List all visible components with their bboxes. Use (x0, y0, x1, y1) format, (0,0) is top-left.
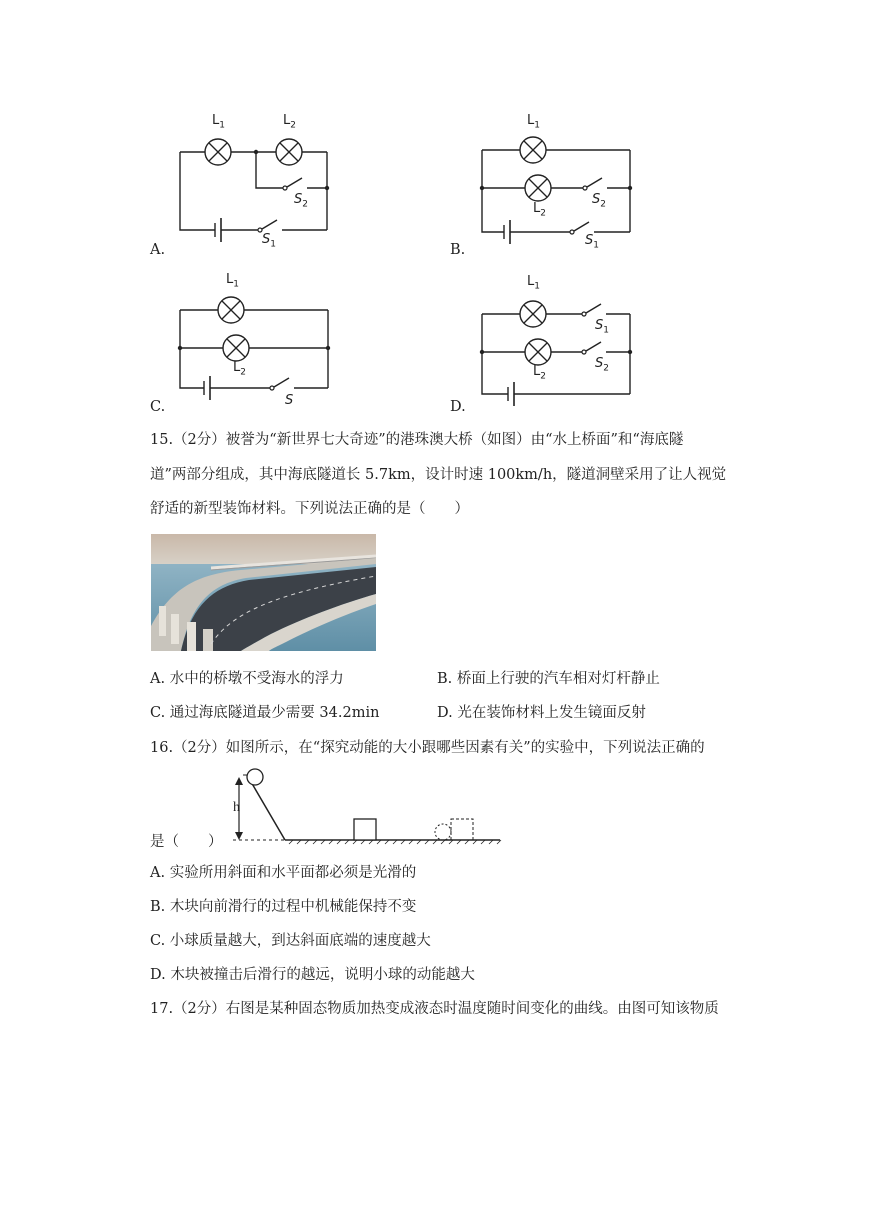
kinetic-energy-experiment-diagram (225, 765, 505, 850)
switch-label-s2: $S_2$ (294, 192, 308, 210)
lamp-label-l2: $L_2$ (233, 360, 246, 378)
question-15-option-d: D. 光在装饰材料上发生镜面反射 (437, 705, 646, 721)
question-15-stem-line1: 15.（2分）被誉为“新世界七大奇迹”的港珠澳大桥（如图）由“水上桥面”和“海底隧 (150, 432, 684, 448)
question-16-option-a: A. 实验所用斜面和水平面都必须是光滑的 (150, 865, 417, 881)
lamp-label-l2: $L_2$ (533, 364, 546, 382)
question-16-stem-line2: 是（ ） (150, 834, 223, 850)
option-letter-d: D. (450, 399, 466, 415)
question-15-stem-line3: 舒适的新型装饰材料。下列说法正确的是（ ） (150, 501, 469, 517)
option-letter-a: A. (150, 242, 166, 258)
lamp-label-l1: $L_1$ (527, 274, 540, 292)
question-15-stem-line2: 道”两部分组成，其中海底隧道长 5.7km，设计时速 100km/h，隧道洞壁采用了让人视觉 (150, 467, 727, 483)
switch-label-s1: $S_1$ (262, 232, 276, 250)
option-letter-c: C. (150, 399, 166, 415)
lamp-label-l1: $L_1$ (226, 272, 239, 290)
switch-label-s2: $S_2$ (595, 356, 609, 374)
lamp-label-l2: $L_2$ (533, 201, 546, 219)
bridge-photo (151, 534, 376, 651)
question-16-stem-line1: 16.（2分）如图所示，在“探究动能的大小跟哪些因素有关”的实验中，下列说法正确的 (150, 740, 705, 756)
circuit-diagram-c (170, 270, 340, 410)
switch-label-s2: $S_2$ (592, 192, 606, 210)
option-letter-b: B. (450, 242, 466, 258)
question-16-option-c: C. 小球质量越大，到达斜面底端的速度越大 (150, 933, 431, 949)
question-15-option-a: A. 水中的桥墩不受海水的浮力 (150, 671, 344, 687)
switch-label-s: S (285, 393, 294, 408)
height-label-h: h (233, 800, 240, 815)
question-16-option-d: D. 木块被撞击后滑行的越远，说明小球的动能越大 (150, 967, 475, 983)
question-17-stem-line1: 17.（2分）右图是某种固态物质加热变成液态时温度随时间变化的曲线。由图可知该物质 (150, 1001, 719, 1017)
switch-label-s1: $S_1$ (595, 318, 609, 336)
question-15-option-b: B. 桥面上行驶的汽车相对灯杆静止 (437, 671, 660, 687)
question-16-option-b: B. 木块向前滑行的过程中机械能保持不变 (150, 899, 417, 915)
lamp-label-l1: $L_1$ (527, 113, 540, 131)
circuit-diagram-d (472, 272, 642, 412)
question-15-option-c: C. 通过海底隧道最少需要 34.2min (150, 705, 380, 721)
lamp-label-l2: $L_2$ (283, 113, 296, 131)
lamp-label-l1: $L_1$ (212, 113, 225, 131)
circuit-diagram-a (170, 110, 340, 255)
circuit-diagram-b (472, 110, 642, 255)
switch-label-s1: $S_1$ (585, 233, 599, 251)
